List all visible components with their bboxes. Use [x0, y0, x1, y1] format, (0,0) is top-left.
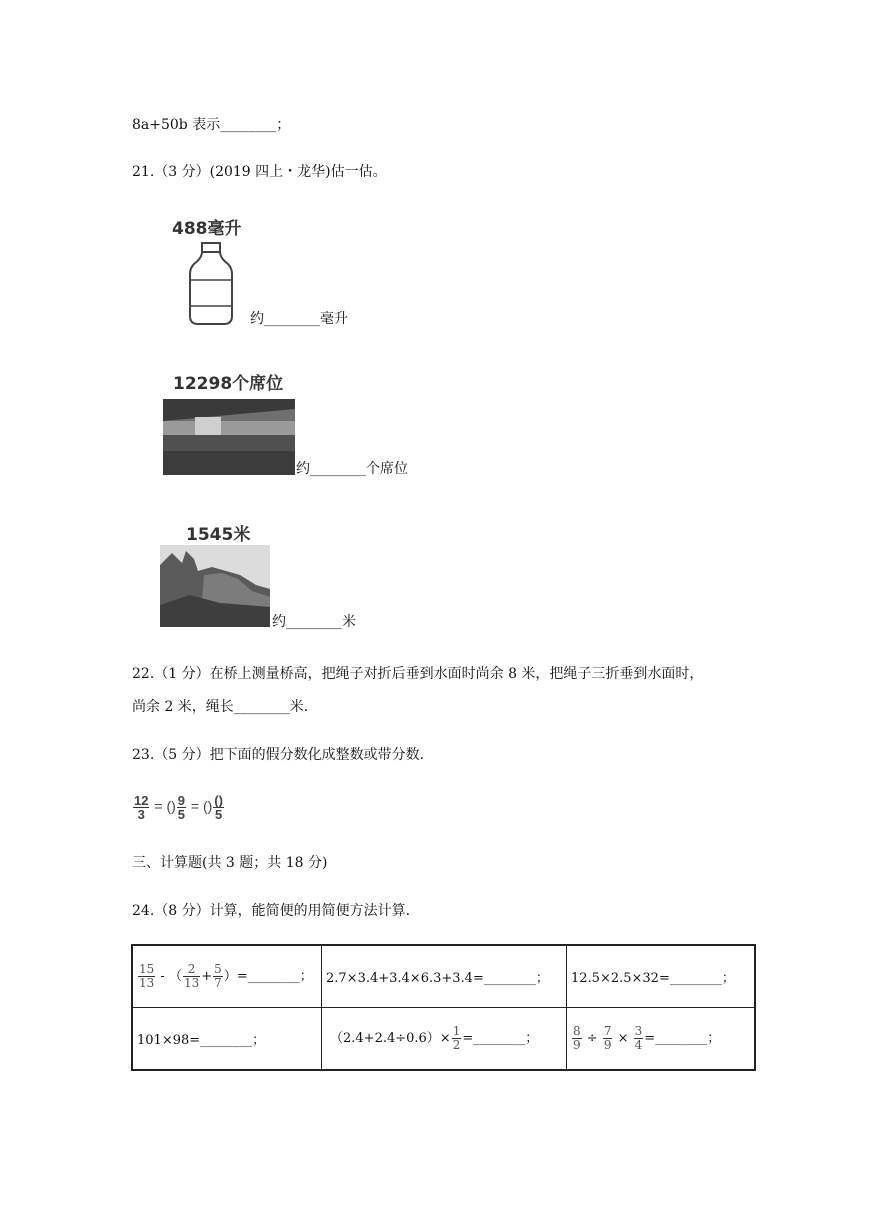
q24-title: 24.（8 分）计算，能简便的用简便方法计算.: [132, 903, 411, 919]
calc-cell-5: （2.4+2.4÷0.6）× $\frac{1}{2}$ =________；: [322, 1008, 567, 1071]
q21-c-answer: 约________米: [272, 614, 356, 630]
calc-cell-6: $\frac{8}{9}$ ÷ $\frac{7}{9}$ × $\frac{3}{4}$ =________；: [567, 1008, 756, 1071]
calc-table: [131, 944, 756, 1071]
q22-line2: 尚余 2 米，绳长________米.: [132, 699, 309, 715]
mountain-image: [160, 545, 270, 627]
q23-whole-blank-2: (): [202, 798, 213, 815]
q23-fraction-2: $\frac{9}{5}$: [177, 793, 185, 822]
calc-cell-4: 101×98=________；: [132, 1008, 322, 1071]
calc-cell-2: 2.7×3.4+3.4×6.3+3.4=________；: [322, 945, 567, 1008]
bottle-caption: 488毫升: [172, 219, 242, 239]
calc-cell-3: 12.5×2.5×32=________；: [567, 945, 756, 1008]
q23-expression: $\frac{12}{3}$ = () $\frac{9}{5}$ = () $\frac{()}{5}$: [134, 793, 223, 822]
q21-b-answer: 约________个席位: [296, 461, 408, 477]
section-3-title: 三、计算题(共 3 题；共 18 分): [132, 855, 328, 871]
q23-title: 23.（5 分）把下面的假分数化成整数或带分数.: [132, 747, 425, 763]
q23-fraction-1: $\frac{12}{3}$: [134, 793, 149, 822]
q21-a-answer: 约________毫升: [250, 311, 348, 327]
stadium-caption: 12298个席位: [173, 374, 284, 394]
q23-fraction-3: $\frac{()}{5}$: [214, 793, 223, 822]
stadium-image: [163, 399, 295, 475]
q20-tail: 8a+50b 表示________；: [132, 117, 291, 133]
mountain-caption: 1545米: [186, 525, 251, 545]
q23-whole-blank-1: (): [166, 798, 176, 815]
q21-title: 21.（3 分）(2019 四上・龙华)估一估。: [132, 164, 387, 180]
q22-line1: 22.（1 分）在桥上测量桥高，把绳子对折后垂到水面时尚余 8 米，把绳子三折垂到水面时，: [132, 666, 704, 682]
calc-cell-1: $\frac{15}{13}$ - （ $\frac{2}{13}$ + $\frac{5}{7}$ ）=________；: [132, 945, 322, 1008]
bottle-image: [186, 240, 236, 328]
